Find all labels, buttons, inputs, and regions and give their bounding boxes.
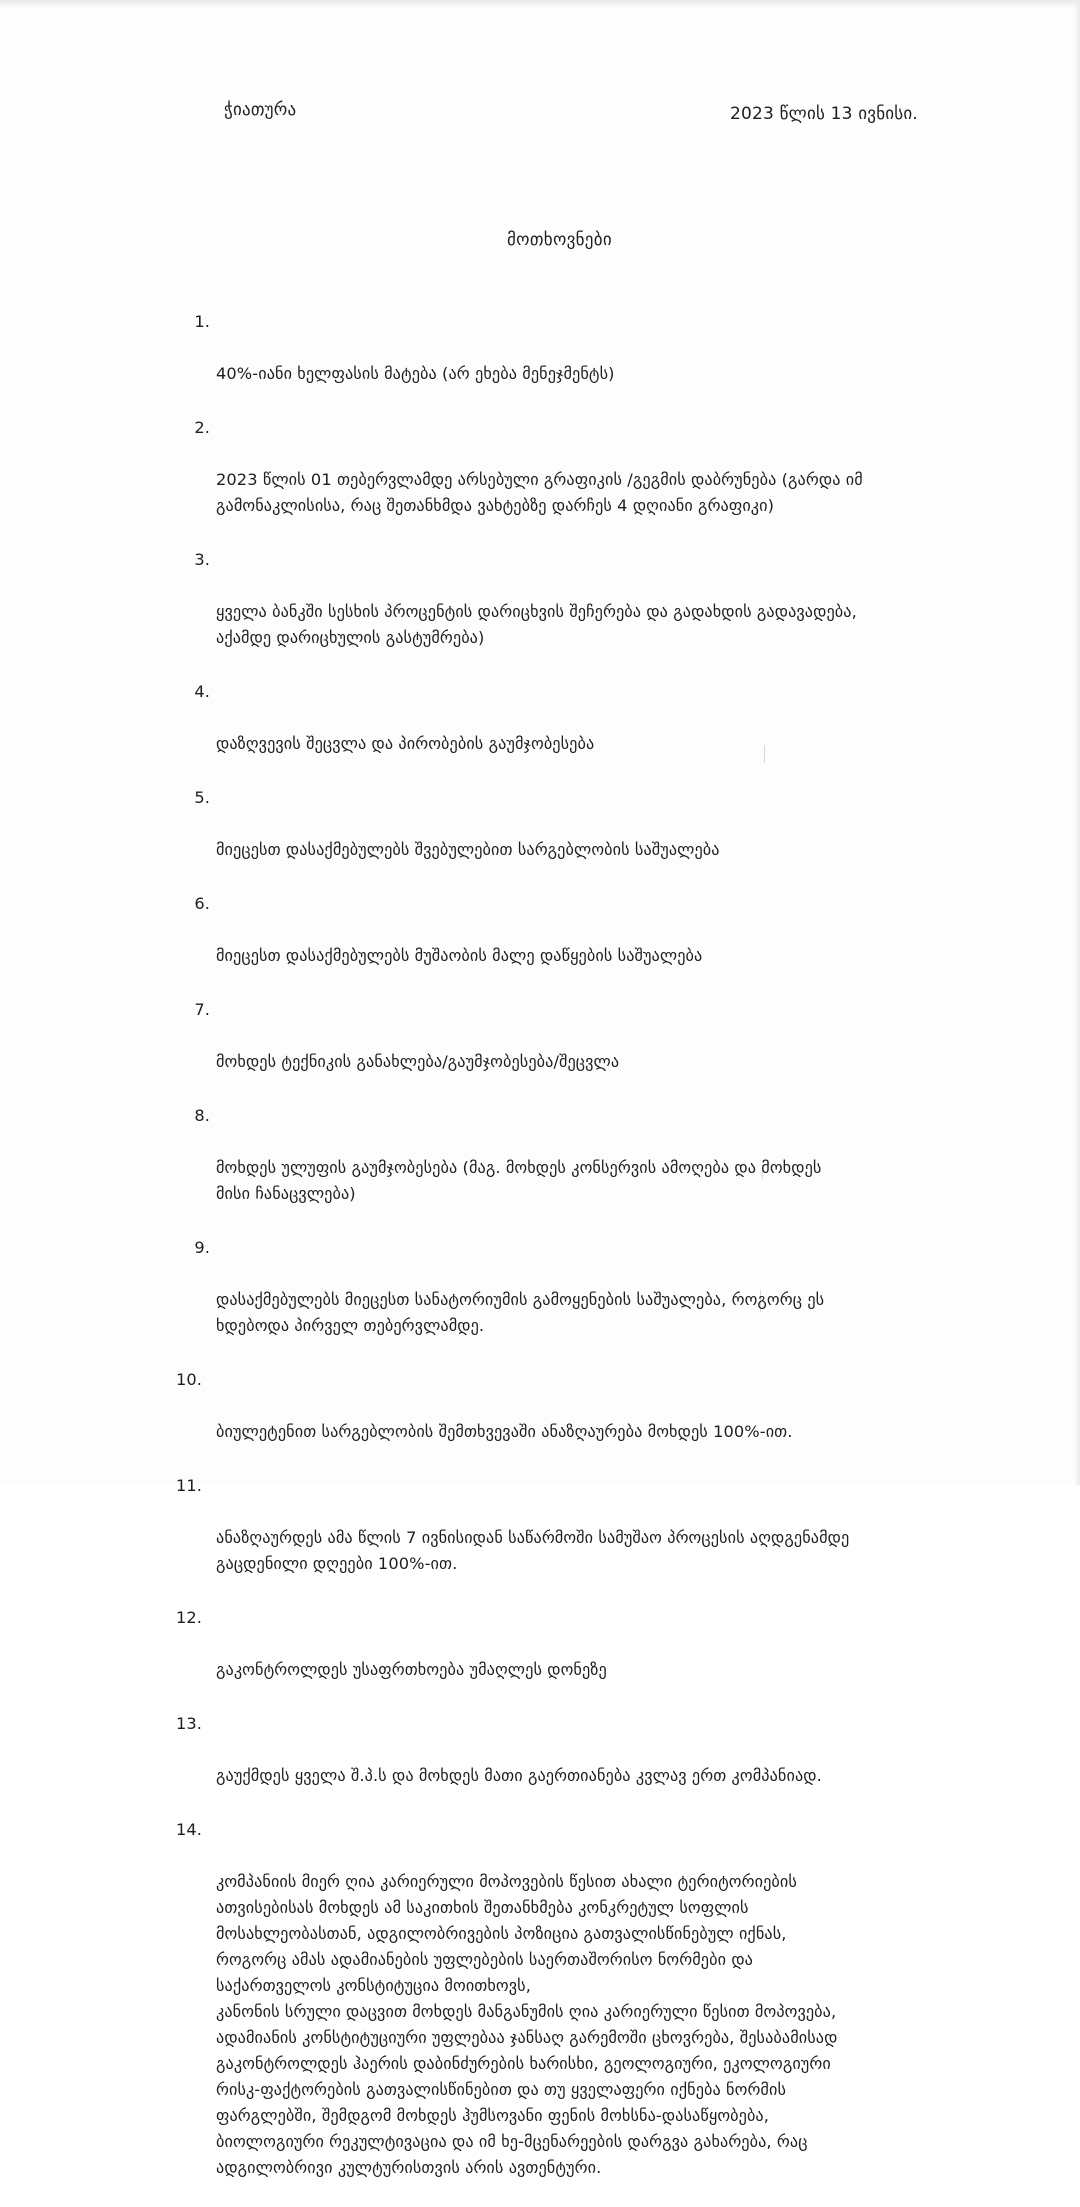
- demand-text: მოხდეს ტექნიკის განახლება/გაუმჯობესება/შეცვლა: [216, 1052, 620, 1071]
- demand-number: 14.: [176, 1820, 203, 1839]
- demand-text: 2023 წლის 01 თებერვლამდე არსებული გრაფიკის /გეგმის დაბრუნება (გარდა იმ გამონაკლისისა, რაც შეთანხმდა ვახტებზე დარჩეს 4 დღიანი გრაფიკი): [216, 470, 863, 515]
- demand-text: გაკონტროლდეს უსაფრთხოება უმაღლეს დონეზე: [216, 1660, 607, 1679]
- demand-item-9: [180, 1235, 980, 1365]
- demand-number: 3.: [194, 550, 210, 569]
- demand-number: 7.: [194, 1000, 210, 1019]
- demand-item-5: [180, 785, 980, 889]
- demand-item-3: [180, 547, 980, 677]
- document-title: მოთხოვნები: [507, 230, 612, 250]
- scan-edge-right: [1074, 0, 1080, 1485]
- demand-item-12: [176, 1605, 980, 1709]
- demand-number: 10.: [176, 1370, 203, 1389]
- demand-text: დასაქმებულებს მიეცესთ სანატორიუმის გამოყენების საშუალება, როგორც ეს ხდებოდა პირველ თებერვლამდე.: [216, 1290, 825, 1335]
- demand-item-14: [176, 1817, 980, 2207]
- demand-text: მიეცესთ დასაქმებულებს მუშაობის მალე დაწყების საშუალება: [216, 946, 703, 965]
- demand-number: 11.: [176, 1476, 203, 1495]
- demands-list: [176, 309, 980, 2207]
- demand-text: ბიულეტენით სარგებლობის შემთხვევაში ანაზღაურება მოხდეს 100%-ით.: [216, 1422, 793, 1441]
- demand-number: 6.: [194, 894, 210, 913]
- document-city: ჭიათურა: [224, 100, 297, 120]
- demand-text: დაზღვევის შეცვლა და პირობების გაუმჯობესება: [216, 734, 595, 753]
- demand-number: 1.: [194, 312, 210, 331]
- demand-item-2: [180, 415, 980, 545]
- demand-text: მიეცესთ დასაქმებულებს შვებულებით სარგებლობის საშუალება: [216, 840, 720, 859]
- demand-number: 8.: [194, 1106, 210, 1125]
- demand-number: 12.: [176, 1608, 203, 1627]
- demand-number: 5.: [194, 788, 210, 807]
- demand-item-13: [176, 1711, 980, 1815]
- demand-text: 40%-იანი ხელფასის მატება (არ ეხება მენეჯმენტს): [216, 364, 615, 383]
- demand-number: 13.: [176, 1714, 203, 1733]
- demand-text: მოხდეს ულუფის გაუმჯობესება (მაგ. მოხდეს კონსერვის ამოღება და მოხდეს მისი ჩანაცვლება): [216, 1158, 822, 1203]
- document-date: 2023 წლის 13 ივნისი.: [730, 104, 918, 124]
- demand-item-4: [180, 679, 980, 783]
- demand-item-8: [180, 1103, 980, 1233]
- demand-number: 9.: [194, 1238, 210, 1257]
- demand-number: 2.: [194, 418, 210, 437]
- demand-text: გაუქმდეს ყველა შ.პ.ს და მოხდეს მათი გაერთიანება კვლავ ერთ კომპანიად.: [216, 1766, 822, 1785]
- demand-item-7: [180, 997, 980, 1101]
- scan-edge-top: [0, 0, 1080, 8]
- demand-text: ყველა ბანკში სესხის პროცენტის დარიცხვის შეჩერება და გადახდის გადავადება, აქამდე დარიცხულის გასტუმრება): [216, 602, 857, 647]
- demand-text: ანაზღაურდეს ამა წლის 7 ივნისიდან საწარმოში სამუშაო პროცესის აღდგენამდე გაცდენილი დღეები 100%-ით.: [216, 1528, 850, 1573]
- demand-item-6: [180, 891, 980, 995]
- demand-item-1: [180, 309, 980, 413]
- demand-text: კომპანიის მიერ ღია კარიერული მოპოვების წესით ახალი ტერიტორიების ათვისებისას მოხდეს ამ საკითხის შეთანხმება კონკრეტულ სოფლის მოსახლეობასთან, ადგილობრივების პოზიცია გათვალისწინებულ იქნას, როგორც ამას ადამიანების უფლებების საერთაშორისო ნორმები და საქართველოს კონსტიტუცია მოითხოვს, კანონის სრული დაცვით მოხდეს მანგანუმის ღია კარიერული წესით მოპოვება, ადამიანის კონსტიტუციური უფლებაა ჯანსაღ გარემოში ცხოვრება, შესაბამისად გაკონტროლდეს ჰაერის დაბინძურების ხარისხი, გეოლოგიური, ეკოლოგიური რისკ-ფაქტორების გათვალისწინებით და თუ ყველაფერი იქნება ნორმის ფარგლებში, შემდგომ მოხდეს ჰუმსოვანი ფენის მოხსნა-დასაწყობება, ბიოლოგიური რეკულტივაცია და იმ ხე-მცენარეების დარგვა გახარება, რაც ადგილობრივი კულტურისთვის არის ავთენტური.: [216, 1872, 838, 2177]
- demand-number: 4.: [194, 682, 210, 701]
- demand-item-10: [176, 1367, 980, 1471]
- demand-item-11: [176, 1473, 980, 1603]
